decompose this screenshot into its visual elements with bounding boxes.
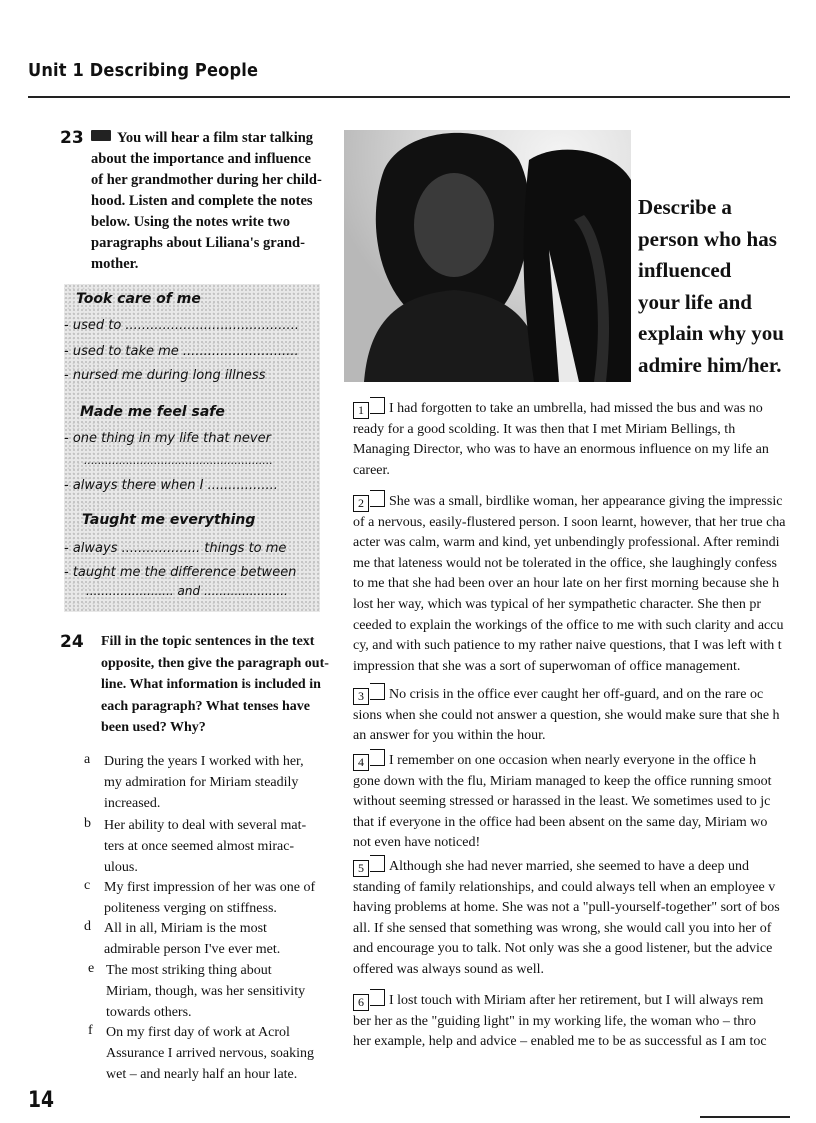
paragraph-6: 6 I lost touch with Miriam after her retirement, but I will always rem ber her as the "guiding light" in my working life, the woman who – thro her example, help and advice – enabled me to be as successful as I am toc [353, 989, 793, 1053]
photo-image [344, 130, 631, 382]
exercise-24-number: 24 [60, 632, 84, 652]
notes-heading-took-care: Took care of me [76, 291, 201, 307]
topic-sentence-blank[interactable] [370, 397, 385, 414]
notes-line: - always there when I ................. [64, 478, 278, 493]
notes-heading-taught: Taught me everything [82, 512, 256, 528]
notes-line: - nursed me during long illness [64, 368, 266, 383]
topic-sentence-blank[interactable] [370, 989, 385, 1006]
paragraph-number: 5 [353, 860, 369, 877]
footer-rule [700, 1116, 790, 1118]
exercise-24-instructions: Fill in the topic sentences in the text opposite, then give the paragraph out- line. What information is included in each paragraph? What tenses have been used? Why? [101, 634, 329, 735]
header-rule [28, 96, 790, 98]
notes-line: ....................... and ...................... [86, 584, 288, 598]
paragraph-number: 3 [353, 688, 369, 705]
notes-line: ...................................................... [84, 454, 273, 467]
paragraph-2: 2 She was a small, birdlike woman, her appearance giving the impressic of a nervous, easily-flustered person. I soon learnt, however, that her true cha acter was calm, warm and kind, yet unbendingly professional. After remindi me that lateness would not be tolerated in the office, she laughingly confess to me that she had been over an hour late on her first morning because she h lost her way, which was typical of her sympathetic character. She then pr ceeded to explain the workings of the office to me with such clarity and accu cy, and with such patience to my rather naive questions, that I was left with t impression that she was a sort of superwoman of office management. [353, 490, 793, 677]
paragraph-number: 4 [353, 754, 369, 771]
exercise-23-instructions: You will hear a film star talking about the importance and influence of her grandmother during her child- hood. Listen and complete the notes below. Using the notes write two paragraphs about Liliana's grand- mother. [91, 130, 322, 272]
notes-box [64, 284, 320, 612]
paragraph-number: 1 [353, 402, 369, 419]
topic-sentence-blank[interactable] [370, 855, 385, 872]
paragraph-1: 1 I had forgotten to take an umbrella, had missed the bus and was no ready for a good scolding. It was then that I met Miriam Bellings, th Managing Director, who was to have an enormous influence on my life an career. [353, 397, 793, 481]
notes-line: - always ................... things to me [64, 541, 287, 556]
paragraph-3: 3 No crisis in the office ever caught her off-guard, and on the rare oc sions when she could not answer a question, she would make sure that she h an answer for you within the hour. [353, 683, 793, 747]
paragraph-number: 6 [353, 994, 369, 1011]
unit-header: Unit 1 Describing People [28, 60, 259, 81]
cassette-icon [91, 130, 111, 141]
paragraph-4: 4 I remember on one occasion when nearly everyone in the office h gone down with the flu, Miriam managed to keep the office running smoot without seeming stressed or harassed in the least. We sometimes used to jc that if everyone in the office had been absent on the same day, Miriam wo not even have noticed! [353, 749, 793, 854]
topic-sentence-blank[interactable] [370, 490, 385, 507]
topic-sentence-blank[interactable] [370, 749, 385, 766]
notes-line: - one thing in my life that never [64, 431, 271, 446]
paragraph-number: 2 [353, 495, 369, 512]
page-number: 14 [28, 1088, 55, 1113]
notes-heading-feel-safe: Made me feel safe [80, 404, 225, 420]
exercise-23-number: 23 [60, 128, 84, 148]
photo-caption: Describe a person who has influenced your life and explain why you admire him/her. [638, 195, 784, 377]
photo-illustration [344, 130, 631, 382]
topic-sentence-blank[interactable] [370, 683, 385, 700]
notes-line: - taught me the difference between [64, 565, 297, 580]
notes-line: - used to .......................................... [64, 318, 299, 333]
paragraph-5: 5 Although she had never married, she seemed to have a deep und standing of family relationships, and could always tell when an employee v having problems at home. She was not a "pull-yourself-together" sort of bos all. If she sensed that something was wrong, she would call you into her of and encourage you to talk. Not only was she a good listener, but the advice offered was always sound as well. [353, 855, 793, 981]
notes-line: - used to take me ............................ [64, 344, 299, 359]
